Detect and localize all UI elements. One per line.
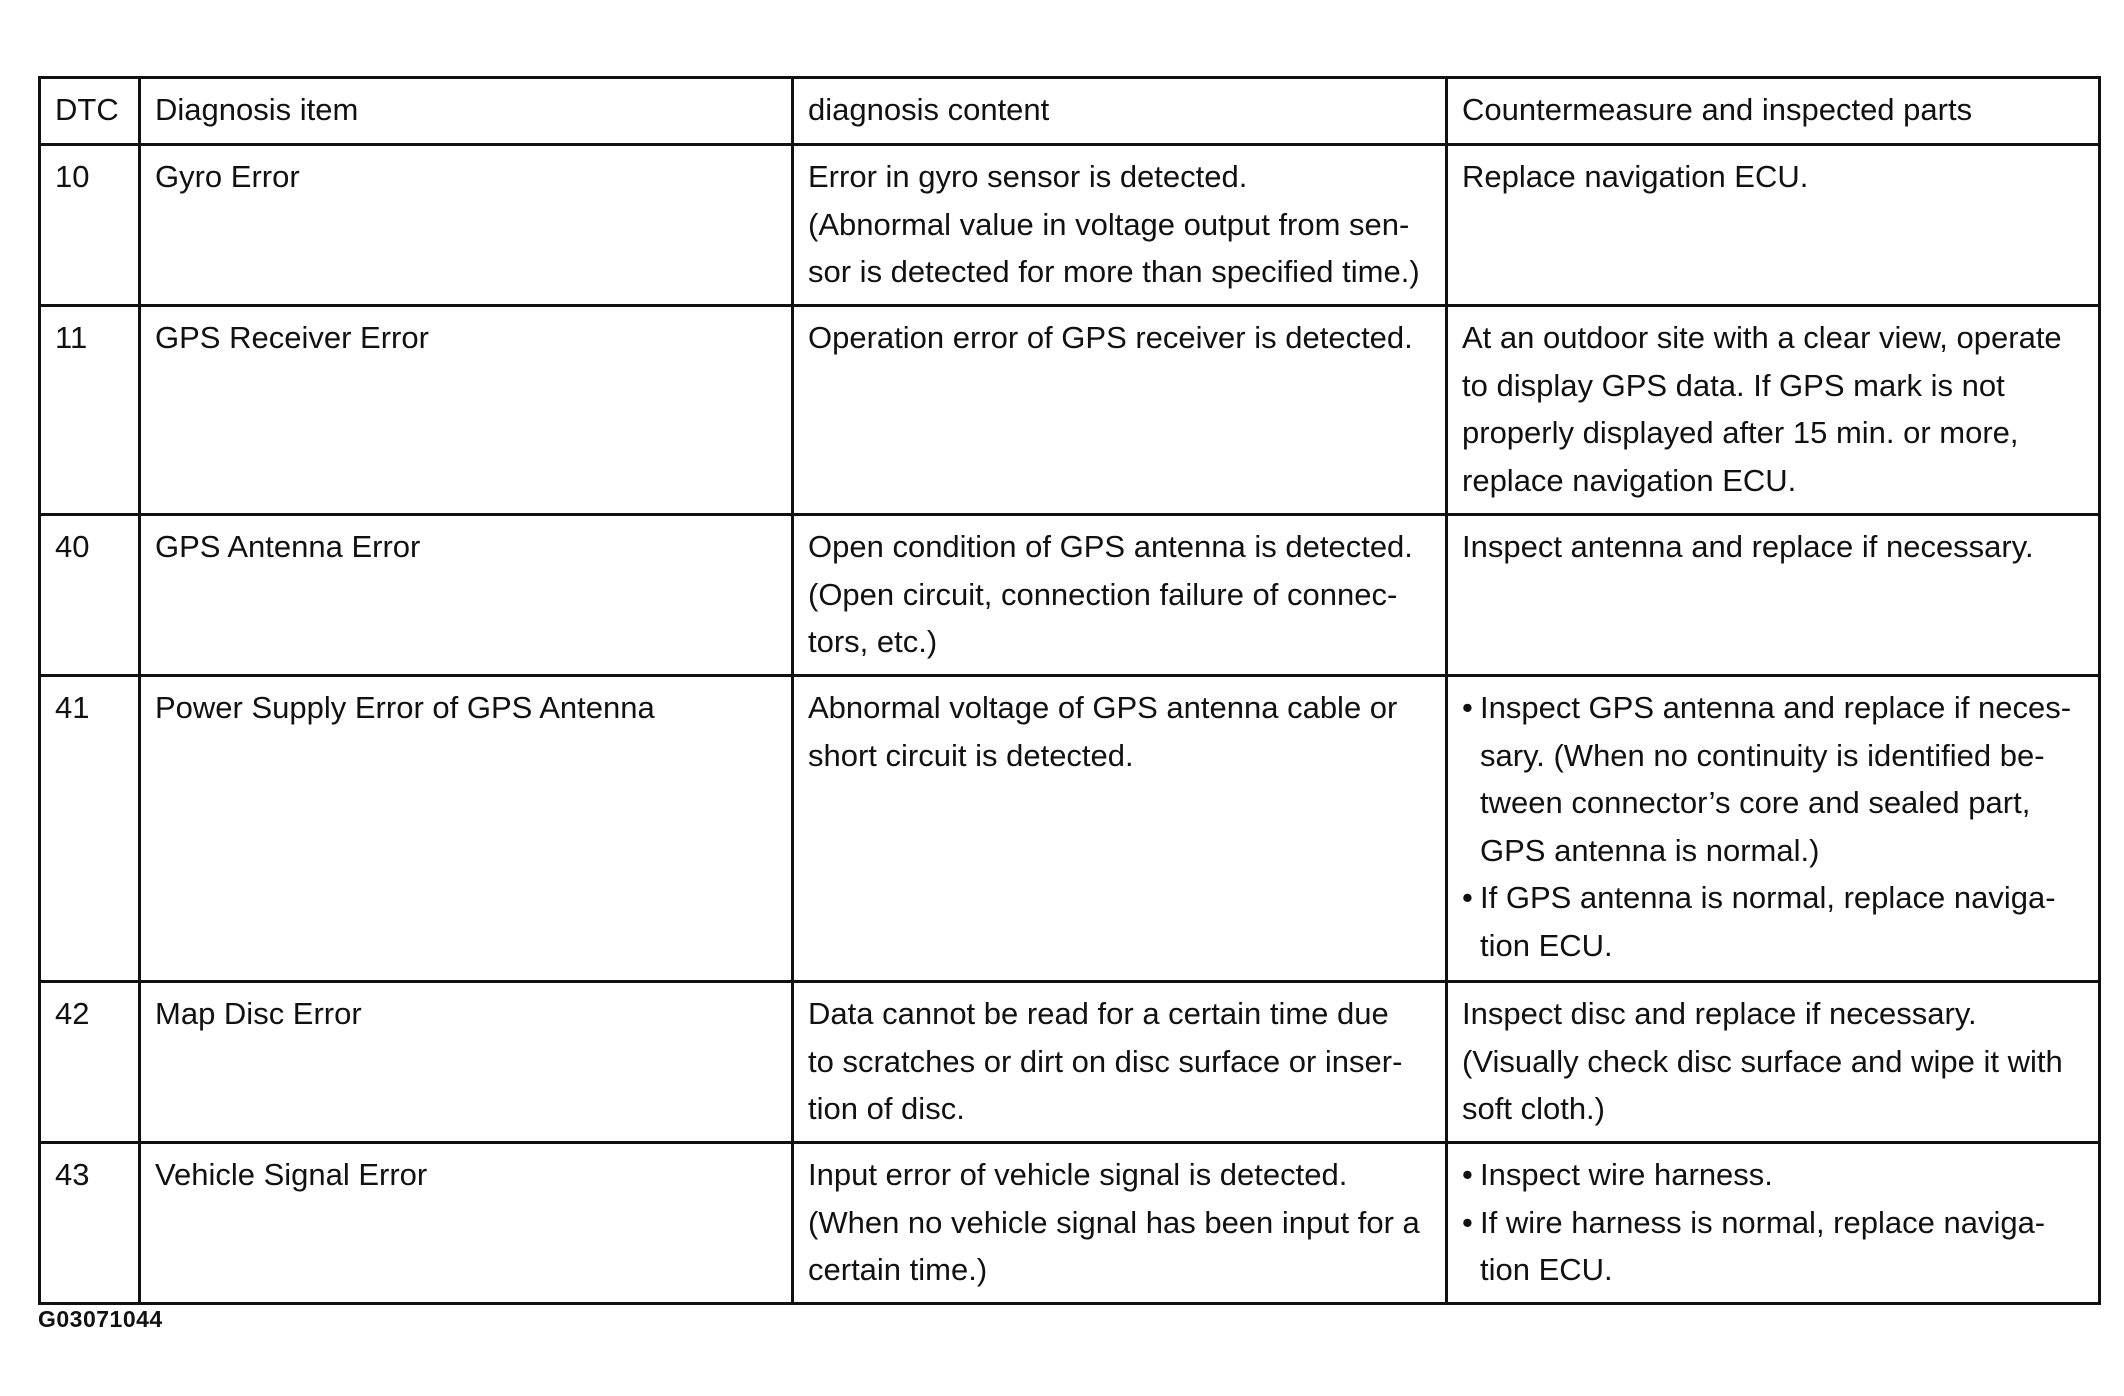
countermeasure-line: properly displayed after 15 min. or more, [1462, 415, 2019, 450]
content-line: tion of disc. [808, 1091, 965, 1126]
figure-id-label: G03071044 [38, 1306, 163, 1332]
content-line: tors, etc.) [808, 624, 938, 659]
table-header-row [40, 78, 2100, 145]
countermeasure-cell [1447, 676, 2100, 982]
table-row [40, 515, 2100, 676]
countermeasure-line: At an outdoor site with a clear view, operate [1462, 320, 2062, 355]
dtc-code-cell: 40 [40, 515, 140, 676]
diagnosis-content-cell [793, 676, 1447, 982]
diagnosis-item-cell: GPS Antenna Error [140, 515, 793, 676]
bullet-icon: • [1462, 690, 1473, 725]
diagnosis-content-cell [793, 145, 1447, 306]
countermeasure-cell [1447, 306, 2100, 515]
content-line: Open condition of GPS antenna is detected. [808, 529, 1413, 564]
dtc-code-cell: 11 [40, 306, 140, 515]
countermeasure-bullet-list [1462, 684, 2084, 969]
countermeasure-line: If wire harness is normal, replace naviga- [1480, 1204, 2046, 1240]
countermeasure-cell [1447, 1143, 2100, 1304]
countermeasure-bullet-item [1462, 684, 2084, 874]
countermeasure-cell [1447, 145, 2100, 306]
countermeasure-line: to display GPS data. If GPS mark is not [1462, 367, 2005, 403]
countermeasure-line: replace navigation ECU. [1462, 462, 1797, 498]
diagnosis-item-cell: GPS Receiver Error [140, 306, 793, 515]
content-line: to scratches or dirt on disc surface or inser- [808, 1043, 1403, 1079]
diagnosis-content-cell [793, 1143, 1447, 1304]
content-line: Operation error of GPS receiver is detected. [808, 320, 1413, 355]
countermeasure-line: Inspect antenna and replace if necessary. [1462, 529, 2034, 564]
countermeasure-cell [1447, 515, 2100, 676]
bullet-icon: • [1462, 1204, 1473, 1240]
countermeasure-line: tion ECU. [1480, 927, 1613, 963]
countermeasure-bullet-item [1462, 1199, 2084, 1294]
content-line: (Abnormal value in voltage output from sen- [808, 206, 1410, 242]
diagnosis-content-cell [793, 982, 1447, 1143]
header-diagnosis-content: diagnosis content [793, 78, 1447, 145]
countermeasure-bullet-list [1462, 1151, 2084, 1294]
diagnosis-item-cell: Vehicle Signal Error [140, 1143, 793, 1304]
diagnosis-content-cell [793, 515, 1447, 676]
countermeasure-line: tion ECU. [1480, 1252, 1613, 1287]
countermeasure-line: tween connector’s core and sealed part, [1480, 785, 2031, 820]
content-line: short circuit is detected. [808, 737, 1134, 773]
header-countermeasure: Countermeasure and inspected parts [1447, 78, 2100, 145]
countermeasure-line: Inspect disc and replace if necessary. [1462, 996, 1977, 1031]
dtc-code-cell: 43 [40, 1143, 140, 1304]
table-row [40, 1143, 2100, 1304]
dtc-code-cell: 10 [40, 145, 140, 306]
countermeasure-line: soft cloth.) [1462, 1091, 1605, 1126]
header-dtc: DTC [40, 78, 140, 145]
dtc-table [38, 76, 2101, 1305]
table-row [40, 982, 2100, 1143]
countermeasure-line: Inspect wire harness. [1480, 1157, 1773, 1192]
countermeasure-bullet-item [1462, 1151, 2084, 1199]
dtc-code-cell: 41 [40, 676, 140, 982]
countermeasure-line: GPS antenna is normal.) [1480, 832, 1820, 868]
content-line: Abnormal voltage of GPS antenna cable or [808, 690, 1398, 725]
countermeasure-line: If GPS antenna is normal, replace naviga- [1480, 880, 2056, 915]
countermeasure-line: (Visually check disc surface and wipe it with [1462, 1043, 2063, 1079]
countermeasure-cell [1447, 982, 2100, 1143]
countermeasure-bullet-item [1462, 874, 2084, 969]
countermeasure-line: Inspect GPS antenna and replace if neces- [1480, 690, 2072, 725]
diagnosis-item-cell: Map Disc Error [140, 982, 793, 1143]
countermeasure-line: Replace navigation ECU. [1462, 159, 1809, 194]
table-row [40, 676, 2100, 982]
bullet-icon: • [1462, 880, 1473, 915]
countermeasure-line: sary. (When no continuity is identified be- [1480, 737, 2045, 773]
bullet-icon: • [1462, 1157, 1473, 1192]
diagnosis-item-cell: Gyro Error [140, 145, 793, 306]
header-diagnosis-item: Diagnosis item [140, 78, 793, 145]
content-line: (Open circuit, connection failure of connec- [808, 576, 1398, 612]
content-line: (When no vehicle signal has been input for a [808, 1204, 1420, 1240]
content-line: Input error of vehicle signal is detected. [808, 1157, 1348, 1192]
content-line: sor is detected for more than specified time.) [808, 254, 1420, 289]
diagnosis-content-cell [793, 306, 1447, 515]
diagnosis-item-cell: Power Supply Error of GPS Antenna [140, 676, 793, 982]
dtc-code-cell: 42 [40, 982, 140, 1143]
content-line: Error in gyro sensor is detected. [808, 159, 1248, 194]
content-line: certain time.) [808, 1252, 988, 1287]
table-row [40, 145, 2100, 306]
table-row [40, 306, 2100, 515]
content-line: Data cannot be read for a certain time due [808, 996, 1389, 1031]
